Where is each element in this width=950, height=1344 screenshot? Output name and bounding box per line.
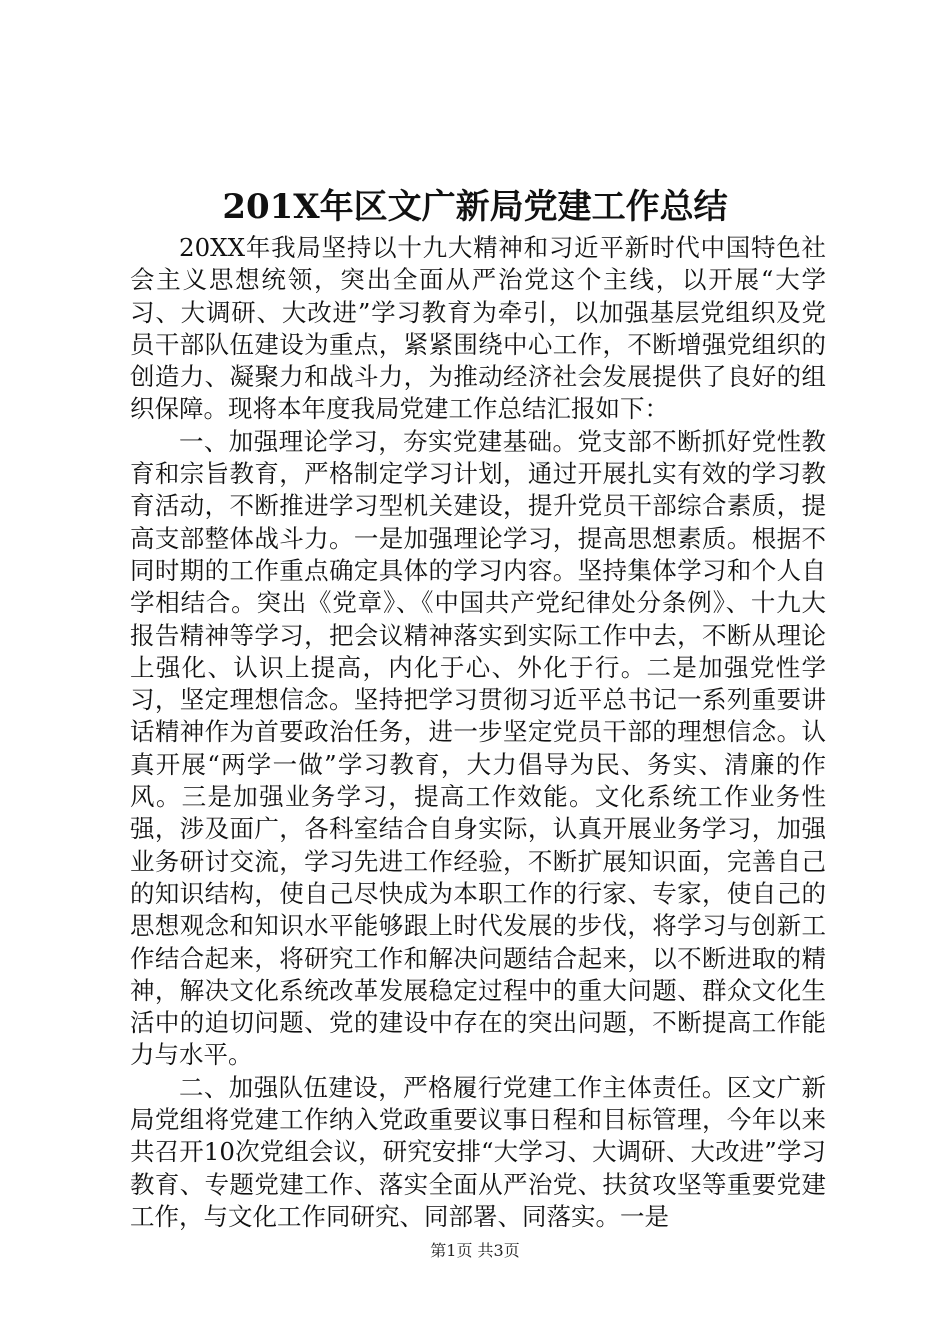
paragraph-section-1: 一、加强理论学习，夯实党建基础。党支部不断抓好党性教育和宗旨教育，严格制定学习计划，通过开展扎实有效的学习教育活动，不断推进学习型机关建设，提升党员干部综合素质，提高支部整体战斗力。一是加强理论学习，提高思想素质。根据不同时期的工作重点确定具体的学习内容。坚持集体学习和个人自学相结合。突出《党章》、《中国共产党纪律处分条例》、十九大报告精神等学习，把会议精神落实到实际工作中去，不断从理论上强化、认识上提高，内化于心、外化于行。二是加强党性学习，坚定理想信念。坚持把学习贯彻习近平总书记一系列重要讲话精神作为首要政治任务，进一步坚定党员干部的理想信念。认真开展“两学一做”学习教育，大力倡导为民、务实、清廉的作风。三是加强业务学习，提高工作效能。文化系统工作业务性强，涉及面广，各科室结合自身实际，认真开展业务学习，加强业务研讨交流，学习先进工作经验，不断扩展知识面，完善自己的知识结构，使自己尽快成为本职工作的行家、专家，使自己的思想观念和知识水平能够跟上时代发展的步伐，将学习与创新工作结合起来，将研究工作和解决问题结合起来，以不断进取的精神，解决文化系统改革发展稳定过程中的重大问题、群众文化生活中的迫切问题、党的建设中存在的突出问题，不断提高工作能力与水平。: [130, 426, 826, 1070]
paragraph-intro: 20XX年我局坚持以十九大精神和习近平新时代中国特色社会主义思想统领，突出全面从严治党这个主线，以开展“大学习、大调研、大改进”学习教育为牵引，以加强基层党组织及党员干部队伍建设为重点，紧紧围绕中心工作，不断增强党组织的创造力、凝聚力和战斗力，为推动经济社会发展提供了良好的组织保障。现将本年度我局党建工作总结汇报如下：: [130, 233, 826, 424]
paragraph-section-2: 二、加强队伍建设，严格履行党建工作主体责任。区文广新局党组将党建工作纳入党政重要议事日程和目标管理，今年以来共召开10次党组会议，研究安排“大学习、大调研、大改进”学习教育、专题党建工作、落实全面从严治党、扶贫攻坚等重要党建工作，与文化工作同研究、同部署、同落实。一是: [130, 1072, 826, 1231]
page-number-footer: 第1页 共3页: [430, 1241, 520, 1260]
page-title: 201X年区文广新局党建工作总结: [222, 187, 728, 227]
document-body: [130, 232, 826, 1233]
